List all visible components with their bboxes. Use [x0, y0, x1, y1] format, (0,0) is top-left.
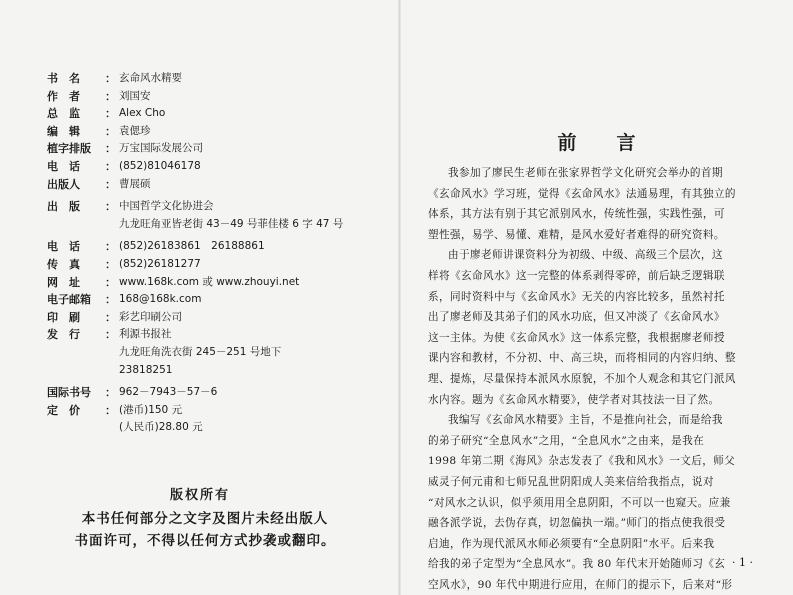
colophon-value: 962－7943－57－6 [119, 386, 218, 399]
preface-line: 塑性强，易学、易懂、难精，是风水爱好者难得的研究资料。 [428, 228, 725, 241]
colophon-label: 出版人 [47, 177, 80, 191]
preface-line: 我参加了廖民生老师在张家界哲学文化研究会举办的首期 [448, 167, 723, 179]
colophon-colon: ： [105, 107, 116, 121]
colophon-label: 总 监 [47, 107, 80, 121]
colophon-row [47, 70, 387, 88]
colophon-value: 袁偲珍 [119, 124, 151, 137]
preface-line: 体系，其方法有别于其它派别风水，传统性强，实践性强，可 [428, 208, 725, 221]
colophon-colon: ： [105, 159, 116, 173]
preface-line: 《玄命风水》学习班，觉得《玄命风水》法通易理，有其独立的 [428, 187, 736, 200]
preface-body [428, 163, 778, 595]
colophon-value: (人民币)28.80 元 [119, 421, 203, 434]
colophon-label: 作 者 [47, 89, 80, 103]
colophon-value: 中国哲学文化协进会 [119, 200, 214, 213]
colophon-value: 168@168k.com [119, 293, 202, 306]
preface-title-char: 前 [557, 132, 577, 154]
colophon-value: 23818251 [119, 363, 173, 376]
colophon-value: (852)26183861 26188861 [119, 240, 265, 253]
colophon-row [47, 238, 387, 256]
colophon-row [47, 123, 387, 141]
colophon-row [47, 309, 387, 327]
colophon-row [47, 88, 387, 106]
colophon-label: 网 址 [47, 275, 80, 289]
preface-title-char: 言 [616, 132, 636, 154]
colophon-colon: ： [105, 403, 116, 417]
colophon-colon: ： [105, 142, 116, 156]
preface-line: 理、提炼，尽量保持本派风水原貌，不加个人观念和其它门派风 [428, 372, 736, 385]
colophon-row [47, 344, 387, 362]
preface-line: 系，同时资料中与《玄命风水》无关的内容比较多，虽然衬托 [428, 290, 725, 303]
colophon-colon: ： [105, 72, 116, 85]
preface-line: 启迪，作为现代派风水师必须要有“全息阴阳”水平。后来我 [428, 537, 715, 550]
preface-line: 的弟子研究“全息风水”之用，“全息风水”之由来，是我在 [428, 434, 705, 447]
colophon-label: 编 辑 [47, 124, 80, 138]
colophon-row [47, 419, 387, 437]
colophon-label: 传 真 [47, 257, 80, 271]
page-number: · 1 · [732, 556, 753, 569]
colophon-label: 定 价 [47, 403, 80, 417]
colophon-label: 印 刷 [47, 310, 80, 324]
colophon-value: (港币)150 元 [119, 403, 183, 416]
rights-title: 版权所有 [169, 488, 230, 503]
colophon-value: 万宝国际发展公司 [119, 142, 203, 155]
colophon-value: 九龙旺角亚皆老街 43－49 号菲佳楼 6 字 47 号 [119, 217, 344, 230]
colophon-row [47, 384, 387, 402]
colophon-label: 植字排版 [47, 142, 91, 156]
preface-line: 水内容。题为《玄命风水精要》，使学者对其技法一目了然。 [428, 393, 720, 406]
rights-statement [40, 508, 370, 552]
colophon-colon: ： [105, 293, 116, 307]
colophon-row [47, 362, 387, 380]
preface-line: 威灵子何元甫和七师兄乱世阴阳成人美来信给我指点，说对 [428, 475, 714, 488]
preface-line: 我编写《玄命风水精要》主旨，不是推向社会，而是给我 [448, 414, 723, 427]
rights-line: 本书任何部分之文字及图片未经出版人 [81, 511, 329, 527]
colophon-label: 发 行 [47, 328, 80, 342]
colophon-value: (852)26181277 [119, 257, 201, 270]
rights-line: 书面许可，不得以任何方式抄袭或翻印。 [74, 533, 336, 549]
colophon-row [47, 216, 387, 234]
colophon-row [47, 176, 387, 194]
preface-page [400, 0, 793, 595]
colophon-label: 出 版 [47, 200, 80, 214]
colophon-colon: ： [105, 328, 116, 342]
colophon-value: 刘国安 [119, 89, 151, 102]
preface-line: 融各派学说，去伪存真，切忽偏执一端。”师门的指点使我很受 [428, 517, 726, 530]
preface-line: 空风水》，90 年代中期进行应用，在师门的提示下，后来对“形 [428, 578, 733, 591]
colophon-colon: ： [105, 200, 116, 214]
colophon-colon: ： [105, 275, 116, 289]
preface-line: 给我的弟子定型为“全息风水”。我 80 年代末开始随师习《玄 [428, 558, 726, 571]
colophon-value: (852)81046178 [119, 159, 201, 172]
preface-line: “对风水之认识，似乎须用用全息阴阳，不可以一也窥天。应兼 [428, 496, 731, 509]
colophon-colon: ： [105, 177, 116, 191]
colophon-list [47, 70, 387, 437]
colophon-colon: ： [105, 257, 116, 271]
preface-line: 样将《玄命风水》这一完整的体系剥得零碎，前后缺乏逻辑联 [428, 269, 725, 282]
colophon-colon: ： [105, 89, 116, 103]
preface-line: 出了廖老师及其弟子们的风水功底，但又冲淡了《玄命风水》 [428, 311, 725, 324]
colophon-label: 书 名 [47, 72, 80, 85]
colophon-colon: ： [105, 386, 116, 400]
colophon-value: 曹展硕 [119, 177, 151, 190]
colophon-value: 彩艺印刷公司 [119, 310, 182, 323]
colophon-colon: ： [105, 240, 116, 254]
colophon-row [47, 140, 387, 158]
colophon-value: 利源书报社 [119, 328, 172, 341]
colophon-row [47, 105, 387, 123]
colophon-row [47, 274, 387, 292]
colophon-row [47, 198, 387, 216]
colophon-row [47, 402, 387, 420]
preface-title [400, 128, 793, 155]
colophon-value: Alex Cho [119, 107, 166, 120]
preface-line: 这一主体。为使《玄命风水》这一体系完整，我根据廖老师授 [428, 331, 725, 344]
colophon-colon: ： [105, 310, 116, 324]
colophon-row [47, 291, 387, 309]
colophon-label: 电 话 [47, 159, 80, 173]
colophon-row [47, 158, 387, 176]
colophon-row [47, 256, 387, 274]
colophon-value: 九龙旺角洗衣街 245－251 号地下 [119, 345, 282, 358]
preface-line: 课内容和教材，不分初、中、高三块，而将相同的内容归纳、整 [428, 352, 736, 365]
colophon-colon: ： [105, 124, 116, 138]
colophon-value: www.168k.com 或 www.zhouyi.net [119, 275, 300, 288]
colophon-label: 电 话 [47, 240, 80, 254]
colophon-row [47, 326, 387, 344]
colophon-value: 玄命风水精要 [119, 72, 182, 84]
colophon-label: 电子邮箱 [47, 293, 91, 307]
preface-line: 1998 年第二期《海风》杂志发表了《我和风水》一文后，师父 [428, 455, 736, 468]
colophon-label: 国际书号 [47, 386, 91, 400]
preface-line: 由于廖老师讲课资料分为初级、中级、高级三个层次，这 [448, 249, 723, 262]
